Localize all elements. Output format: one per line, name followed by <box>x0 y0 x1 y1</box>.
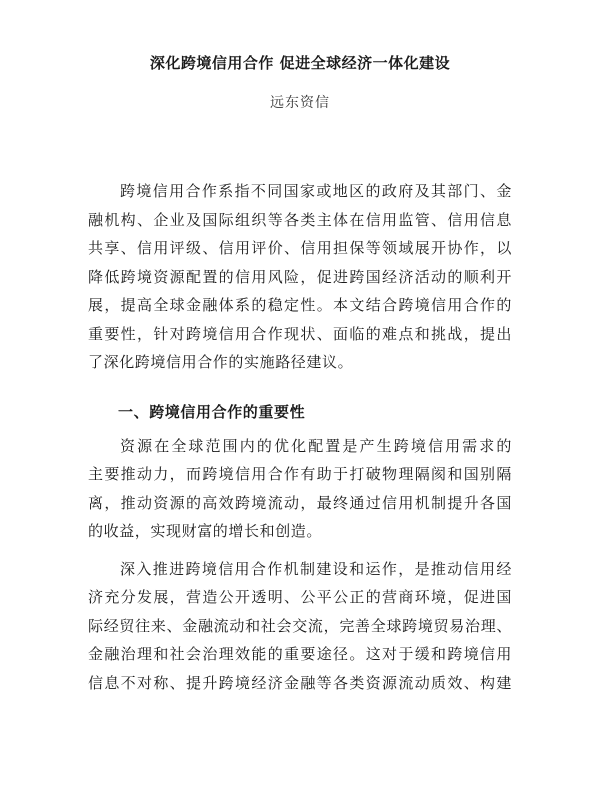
paragraph-line: 降低跨境资源配置的信用风险，促进跨国经济活动的顺利开 <box>88 267 512 286</box>
paragraph-line: 展，提高全球金融体系的稳定性。本文结合跨境信用合作的 <box>88 296 512 314</box>
intro-paragraph <box>88 177 512 377</box>
paragraph-line: 离，推动资源的高效跨境流动，最终通过信用机制提升各国 <box>88 493 512 512</box>
section1-paragraph-2 <box>88 555 512 698</box>
document-body <box>88 177 512 697</box>
paragraph-line: 济充分发展，营造公开透明、公平公正的营商环境，促进国 <box>88 588 512 606</box>
paragraph-line: 的收益，实现财富的增长和创造。 <box>88 522 323 540</box>
paragraph-line: 际经贸往来、金融流动和社会交流，完善全球跨境贸易治理、 <box>88 616 512 635</box>
paragraph-line: 融机构、企业及国际组织等各类主体在信用监管、信用信息 <box>88 210 512 229</box>
paragraph-line: 信息不对称、提升跨境经济金融等各类资源流动质效、构建 <box>88 673 512 692</box>
section1-paragraph-1 <box>88 432 512 546</box>
paragraph-line: 了深化跨境信用合作的实施路径建议。 <box>88 353 354 371</box>
paragraph-line: 重要性，针对跨境信用合作现状、面临的难点和挑战，提出 <box>88 324 512 343</box>
paragraph-line: 深入推进跨境信用合作机制建设和运作，是推动信用经 <box>120 559 512 578</box>
paragraph-line: 资源在全球范围内的优化配置是产生跨境信用需求的 <box>120 436 512 455</box>
section-heading: 一、跨境信用合作的重要性 <box>118 402 306 421</box>
paragraph-line: 主要推动力，而跨境信用合作有助于打破物理隔阂和国别隔 <box>88 465 512 483</box>
document-byline: 远东资信 <box>270 95 330 111</box>
paragraph-line: 金融治理和社会治理效能的重要途径。这对于缓和跨境信用 <box>88 645 512 663</box>
paragraph-line: 跨境信用合作系指不同国家或地区的政府及其部门、金 <box>120 182 512 200</box>
paragraph-line: 共享、信用评级、信用评价、信用担保等领域展开协作，以 <box>88 239 512 257</box>
document-title: 深化跨境信用合作 促进全球经济一体化建设 <box>149 54 451 72</box>
